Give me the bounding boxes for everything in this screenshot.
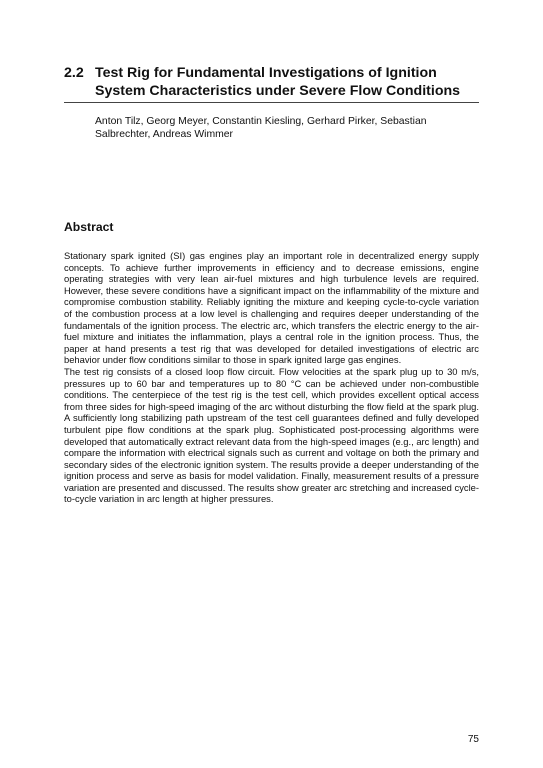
section-title: Test Rig for Fundamental Investigations of Ignition System Characteristics under Severe Flow Conditions <box>95 65 461 99</box>
heading-rule <box>64 102 479 103</box>
abstract-paragraph-1: Stationary spark ignited (SI) gas engines play an important role in decentralized energy supply concepts. To achieve further improvements in efficiency and to decrease emissions, engine operating strategies with very lean air-fuel mixtures and high turbulence levels are required. However, these severe conditions have a significant impact on the inflammability of the mixture and compromise combustion stability. Reliably igniting the mixture and keeping cycle-to-cycle variation of the combustion process at a low level is challenging and requires deeper understanding of the fundamentals of the ignition process. The electric arc, which transfers the electric energy to the air-fuel mixture and initiates the inflammation, plays a central role in the ignition process. Thus, the paper at hand presents a test rig that was developed for detailed investigations of electric arc behavior under flow conditions similar to those in spark ignited large gas engines. <box>64 250 479 366</box>
abstract-paragraph-2: The test rig consists of a closed loop flow circuit. Flow velocities at the spark plug up to 30 m/s, pressures up to 60 bar and temperatures up to 80 °C can be achieved under non-combustible conditions. The centerpiece of the test rig is the test cell, which provides excellent optical access from three sides for high-speed imaging of the arc without disturbing the flow field at the spark plug. A sufficiently long stabilizing path upstream of the test cell guarantees defined and fully developed turbulent pipe flow conditions at the spark plug. Sophisticated post-processing algorithms were developed that automatically extract relevant data from the high-speed images (e.g., arc length) and compare the information with electrical signals such as current and voltage on both the primary and secondary sides of the electronic ignition system. The results provide a deeper understanding of the ignition process and serve as basis for model validation. Finally, measurement results of a pressure variation are presented and discussed. The results show greater arc stretching and increased cycle-to-cycle variation in arc length at higher pressures. <box>64 365 479 505</box>
page-number: 75 <box>467 734 479 745</box>
author-list: Anton Tilz, Georg Meyer, Constantin Kiesling, Gerhard Pirker, Sebastian Salbrechter, Andreas Wimmer <box>95 116 427 140</box>
abstract-body <box>64 250 479 505</box>
abstract-heading: Abstract <box>64 220 114 234</box>
section-number: 2.2 <box>64 65 84 81</box>
